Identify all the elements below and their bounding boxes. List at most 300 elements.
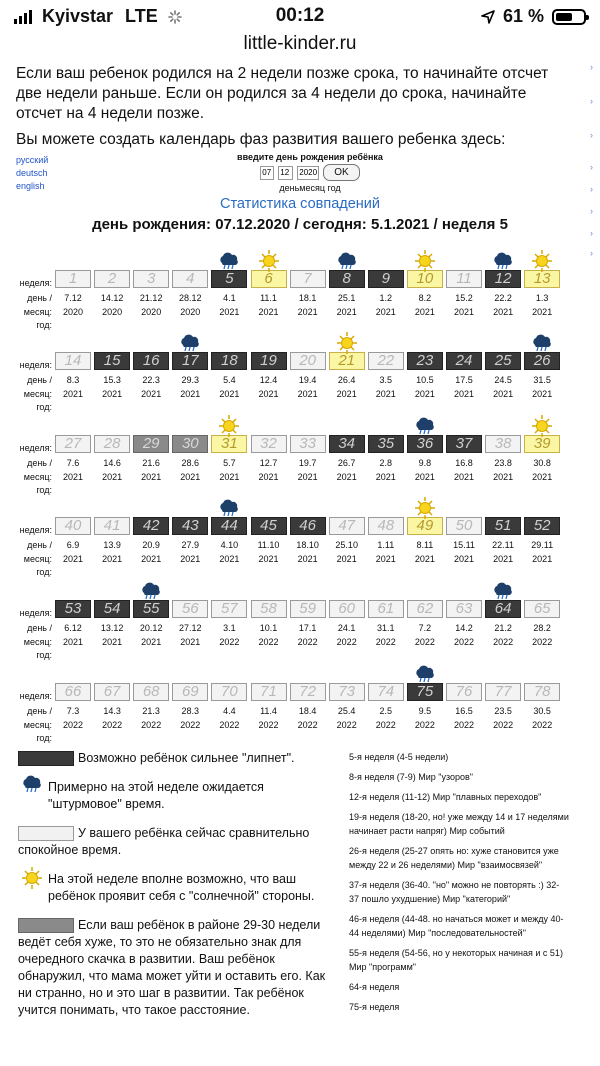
- week-year: 2021: [219, 307, 240, 317]
- row-label-day: день /: [27, 623, 52, 633]
- week-date: 2.5: [379, 706, 393, 716]
- row-label-year: год:: [36, 485, 52, 495]
- week-year: 2021: [62, 637, 84, 647]
- row-label-week: неделя:: [19, 525, 52, 535]
- week-year: 2021: [258, 472, 279, 482]
- week-year: 2021: [219, 472, 240, 482]
- legend-swatch-mid: [18, 918, 74, 933]
- week-date: 14.2: [455, 623, 473, 633]
- week-date: 6.9: [66, 540, 80, 550]
- week-cell[interactable]: 27: [55, 435, 91, 453]
- week-cell[interactable]: 1: [55, 270, 91, 288]
- row-label-week: неделя:: [19, 360, 52, 370]
- week-row: [0, 252, 580, 330]
- week-cell[interactable]: 3: [133, 270, 169, 288]
- week-year: 2022: [414, 637, 435, 647]
- week-cell[interactable]: 16: [133, 352, 169, 370]
- sun-icon: [530, 415, 554, 433]
- storm-cloud-icon: [217, 252, 241, 270]
- arrow-icon: ›: [590, 248, 593, 258]
- week-year: 2021: [141, 554, 162, 564]
- week-date: 4.10: [220, 540, 239, 550]
- legend-storm: [18, 779, 338, 813]
- week-date: 22.2: [494, 293, 512, 303]
- week-date: 17.5: [455, 375, 473, 385]
- week-cell[interactable]: 7: [290, 270, 326, 288]
- week-year: 2021: [297, 389, 318, 399]
- row-label-month: месяц:: [23, 554, 52, 564]
- legend: [18, 750, 338, 1031]
- legend-light-text: У вашего ребёнка сейчас сравнительно спокойное время.: [18, 826, 310, 857]
- week-date: 13.12: [100, 623, 124, 633]
- week-year: 2021: [532, 554, 553, 564]
- week-date: 8.11: [416, 540, 434, 550]
- week-date: 12.4: [259, 375, 278, 385]
- week-cell[interactable]: 71: [251, 683, 287, 701]
- week-cell[interactable]: 43: [172, 517, 208, 535]
- storm-cloud-icon: [20, 775, 44, 793]
- row-label-day: день /: [27, 293, 52, 303]
- week-date: 25.1: [337, 293, 356, 303]
- week-date: 10.5: [416, 375, 434, 385]
- week-cell[interactable]: 63: [446, 600, 482, 618]
- row-label-day: день /: [27, 540, 52, 550]
- arrow-icon: ›: [590, 162, 593, 172]
- week-row: [0, 665, 580, 743]
- week-date: 13.9: [103, 540, 121, 550]
- week-year: 2021: [453, 389, 475, 399]
- week-cell[interactable]: 14: [55, 352, 91, 370]
- week-date: 28.3: [181, 706, 200, 716]
- week-row: [0, 582, 580, 660]
- status-bar: [0, 0, 600, 34]
- intro-paragraph-1: Если ваш ребенок родился на 2 недели позже срока, то начинайте отсчет две недели раньше. Если он родился за 4 недели до срока, начинайте отсчет на 4 недели позже.: [16, 65, 549, 122]
- birthday-form: [200, 152, 420, 193]
- legend-sun: [18, 871, 338, 905]
- week-year: 2022: [297, 637, 318, 647]
- week-year: 2021: [180, 389, 201, 399]
- storm-cloud-icon: [413, 665, 437, 683]
- sun-icon: [217, 415, 241, 433]
- week-cell[interactable]: 25: [485, 352, 521, 370]
- week-cell[interactable]: 10: [407, 270, 443, 288]
- week-cell[interactable]: 19: [251, 352, 287, 370]
- week-date: 29.3: [181, 375, 200, 385]
- week-year: 2022: [453, 720, 475, 730]
- week-year: 2022: [493, 720, 514, 730]
- week-date: 5.7: [223, 458, 236, 468]
- week-cell[interactable]: 76: [446, 683, 482, 701]
- week-year: 2021: [453, 307, 475, 317]
- week-date: 25.4: [337, 706, 356, 716]
- note-item: 12-я неделя (11-12) Мир "плавных переходов": [349, 792, 542, 802]
- week-cell[interactable]: 15: [94, 352, 130, 370]
- week-date: 21.6: [142, 458, 160, 468]
- storm-cloud-icon: [217, 499, 241, 517]
- week-year: 2022: [219, 637, 240, 647]
- week-date: 20.12: [139, 623, 163, 633]
- week-date: 28.2: [533, 623, 551, 633]
- week-year: 2020: [180, 307, 201, 317]
- status-right: [481, 6, 586, 27]
- week-cell[interactable]: 75: [407, 683, 443, 701]
- week-date: 23.5: [494, 706, 512, 716]
- week-date: 18.4: [298, 706, 317, 716]
- legend-storm-text: Примерно на этой неделе ожидается "штурмовое" время.: [48, 780, 264, 811]
- week-cell[interactable]: 18: [211, 352, 247, 370]
- week-year: 2021: [102, 472, 123, 482]
- week-year: 2022: [493, 637, 514, 647]
- week-year: 2021: [532, 389, 553, 399]
- legend-mid-text: Если ваш ребёнок в районе 29-30 недели ведёт себя хуже, то это не обязательно знак для очередного скачка в развитии. Ваш ребёнок обнаружил, что мама может уйти и оставить его. Как ни странно, но и это шаг в развитии. Так ребёнок учится понимать, что такое расстояние.: [18, 918, 326, 1017]
- row-label-week: неделя:: [19, 278, 52, 288]
- network: LTE: [125, 6, 158, 26]
- week-cell[interactable]: 55: [133, 600, 169, 618]
- note-item: 5-я неделя (4-5 недели): [349, 752, 449, 762]
- week-year: 2021: [532, 472, 553, 482]
- week-cell[interactable]: 62: [407, 600, 443, 618]
- week-year: 2021: [219, 389, 240, 399]
- week-cell[interactable]: 72: [290, 683, 326, 701]
- week-cell[interactable]: 36: [407, 435, 443, 453]
- week-date: 21.3: [142, 706, 160, 716]
- week-year: 2022: [180, 720, 201, 730]
- week-year: 2021: [493, 307, 514, 317]
- week-cell[interactable]: 5: [211, 270, 247, 288]
- language-links: [16, 154, 48, 193]
- week-cell[interactable]: 30: [172, 435, 208, 453]
- week-date: 20.9: [142, 540, 160, 550]
- week-cell[interactable]: 37: [446, 435, 482, 453]
- week-date: 3.1: [223, 623, 236, 633]
- week-date: 31.1: [377, 623, 395, 633]
- week-year: 2021: [375, 472, 396, 482]
- week-cell[interactable]: 67: [94, 683, 130, 701]
- week-cell[interactable]: 46: [290, 517, 326, 535]
- week-cell[interactable]: 17: [172, 352, 208, 370]
- lang-link-german[interactable]: deutsch: [16, 168, 48, 178]
- week-date: 29.11: [531, 540, 554, 550]
- week-cell[interactable]: 20: [290, 352, 326, 370]
- week-date: 18.10: [296, 540, 319, 550]
- arrow-icon: ›: [590, 228, 593, 238]
- week-cell[interactable]: 68: [133, 683, 169, 701]
- week-date: 23.8: [494, 458, 512, 468]
- week-cell[interactable]: 11: [446, 270, 482, 288]
- week-cell[interactable]: 31: [211, 435, 247, 453]
- week-cell[interactable]: 69: [172, 683, 208, 701]
- week-cell[interactable]: 39: [524, 435, 560, 453]
- sun-icon: [257, 250, 281, 268]
- week-cell[interactable]: 64: [485, 600, 521, 618]
- storm-cloud-icon: [530, 334, 554, 352]
- week-year: 2022: [219, 720, 240, 730]
- week-cell[interactable]: 44: [211, 517, 247, 535]
- week-year: 2021: [493, 472, 514, 482]
- week-year: 2021: [62, 472, 84, 482]
- week-date: 8.3: [66, 375, 80, 385]
- week-cell[interactable]: 32: [251, 435, 287, 453]
- week-cell[interactable]: 6: [251, 270, 287, 288]
- week-year: 2021: [102, 389, 123, 399]
- week-date: 15.11: [453, 540, 475, 550]
- week-cell[interactable]: 70: [211, 683, 247, 701]
- week-cell[interactable]: 8: [329, 270, 365, 288]
- week-cell[interactable]: 50: [446, 517, 482, 535]
- week-year: 2022: [375, 637, 396, 647]
- row-label-month: месяц:: [23, 637, 52, 647]
- week-date: 15.2: [455, 293, 473, 303]
- week-year: 2021: [180, 554, 201, 564]
- row-label-month: месяц:: [23, 720, 52, 730]
- sun-icon: [335, 332, 359, 350]
- week-year: 2021: [532, 307, 553, 317]
- birthday-sublabel: деньмесяц год: [279, 183, 341, 193]
- week-date: 16.5: [455, 706, 473, 716]
- week-date: 9.8: [418, 458, 432, 468]
- week-date: 14.3: [103, 706, 121, 716]
- week-cell[interactable]: 65: [524, 600, 560, 618]
- week-date: 2.8: [379, 458, 393, 468]
- row-label-year: год:: [36, 650, 52, 660]
- week-year: 2021: [258, 389, 279, 399]
- week-date: 7.6: [66, 458, 80, 468]
- week-date: 25.10: [335, 540, 358, 550]
- week-year: 2021: [414, 307, 435, 317]
- week-year: 2022: [414, 720, 435, 730]
- week-cell[interactable]: 41: [94, 517, 130, 535]
- week-date: 18.1: [298, 293, 317, 303]
- row-label-year: год:: [36, 402, 52, 412]
- intro-text: [16, 64, 576, 156]
- day-input[interactable]: [260, 166, 274, 180]
- sun-icon: [413, 250, 437, 268]
- week-date: 7.12: [64, 293, 82, 303]
- week-year: 2021: [180, 472, 201, 482]
- note-item: 8-я неделя (7-9) Мир "узоров": [349, 772, 473, 782]
- week-year: 2021: [414, 554, 435, 564]
- legend-light: [18, 825, 338, 859]
- week-cell[interactable]: 52: [524, 517, 560, 535]
- week-cell[interactable]: 51: [485, 517, 521, 535]
- note-item: 26-я неделя (25-27 опять но: хуже становится уже между 22 и 26 неделями) Мир "взаимосвязей": [349, 846, 559, 870]
- week-cell[interactable]: 40: [55, 517, 91, 535]
- week-cell[interactable]: 9: [368, 270, 404, 288]
- week-cell[interactable]: 48: [368, 517, 404, 535]
- leap-notes: [349, 750, 569, 1020]
- week-date: 1.2: [379, 293, 393, 303]
- month-input[interactable]: [278, 166, 293, 180]
- week-cell[interactable]: 60: [329, 600, 365, 618]
- note-item: 46-я неделя (44-48. но начаться может и между 40-44 неделями) Мир "последовательностей": [349, 914, 564, 938]
- week-year: 2021: [493, 389, 514, 399]
- week-year: 2021: [453, 554, 475, 564]
- week-cell[interactable]: 74: [368, 683, 404, 701]
- week-year: 2020: [141, 307, 162, 317]
- week-cell[interactable]: 58: [251, 600, 287, 618]
- row-label-month: месяц:: [23, 472, 52, 482]
- week-cell[interactable]: 73: [329, 683, 365, 701]
- week-cell[interactable]: 24: [446, 352, 482, 370]
- week-year: 2022: [336, 637, 357, 647]
- week-cell[interactable]: 59: [290, 600, 326, 618]
- storm-cloud-icon: [413, 417, 437, 435]
- week-cell[interactable]: 57: [211, 600, 247, 618]
- week-cell[interactable]: 77: [485, 683, 521, 701]
- week-year: 2021: [62, 389, 84, 399]
- week-date: 31.5: [533, 375, 551, 385]
- week-date: 11.1: [260, 293, 277, 303]
- week-date: 17.1: [298, 623, 317, 633]
- week-cell[interactable]: 78: [524, 683, 560, 701]
- arrow-icon: ›: [590, 62, 593, 72]
- week-date: 30.8: [533, 458, 551, 468]
- week-cell[interactable]: 29: [133, 435, 169, 453]
- location-arrow-icon: [481, 10, 495, 24]
- week-cell[interactable]: 49: [407, 517, 443, 535]
- week-date: 24.5: [494, 375, 512, 385]
- week-year: 2021: [102, 637, 123, 647]
- storm-cloud-icon: [139, 582, 163, 600]
- week-year: 2021: [180, 637, 201, 647]
- sun-icon: [530, 250, 554, 268]
- week-date: 22.3: [142, 375, 160, 385]
- week-cell[interactable]: 42: [133, 517, 169, 535]
- week-cell[interactable]: 35: [368, 435, 404, 453]
- row-label-day: день /: [27, 375, 52, 385]
- week-date: 14.6: [103, 458, 121, 468]
- birthday-label: введите день рождения ребёнка: [237, 152, 383, 162]
- note-item: 37-я неделя (36-40. "но" можно не повторять :) 32-37 пошло ухудшение) Мир "категорий": [349, 880, 560, 904]
- week-cell[interactable]: 66: [55, 683, 91, 701]
- storm-cloud-icon: [335, 252, 359, 270]
- row-label-month: месяц:: [23, 307, 52, 317]
- week-date: 30.5: [533, 706, 551, 716]
- note-item: 64-я неделя: [349, 982, 400, 992]
- week-year: 2022: [453, 637, 475, 647]
- legend-mid: [18, 917, 338, 1019]
- week-year: 2022: [258, 637, 279, 647]
- week-year: 2021: [102, 554, 123, 564]
- week-year: 2022: [375, 720, 396, 730]
- week-year: 2021: [414, 389, 435, 399]
- battery-icon: [552, 9, 586, 25]
- week-year: 2022: [297, 720, 318, 730]
- week-date: 28.12: [179, 293, 202, 303]
- week-cell[interactable]: 53: [55, 600, 91, 618]
- sun-icon: [413, 497, 437, 515]
- week-date: 12.7: [259, 458, 278, 468]
- week-cell[interactable]: 21: [329, 352, 365, 370]
- week-date: 16.8: [455, 458, 473, 468]
- storm-cloud-icon: [491, 582, 515, 600]
- week-date: 9.5: [418, 706, 432, 716]
- week-date: 15.3: [103, 375, 121, 385]
- week-cell[interactable]: 12: [485, 270, 521, 288]
- row-label-year: год:: [36, 567, 52, 577]
- address-bar[interactable]: little-kinder.ru: [243, 33, 357, 54]
- week-year: 2021: [297, 554, 318, 564]
- week-cell[interactable]: 34: [329, 435, 365, 453]
- week-year: 2022: [532, 637, 553, 647]
- row-label-year: год:: [36, 733, 52, 743]
- week-cell[interactable]: 54: [94, 600, 130, 618]
- week-row: [0, 417, 580, 495]
- week-year: 2022: [62, 720, 84, 730]
- week-year: 2022: [336, 720, 357, 730]
- week-year: 2021: [141, 389, 162, 399]
- week-cell[interactable]: 23: [407, 352, 443, 370]
- legend-dark: [18, 750, 338, 767]
- week-date: 24.1: [337, 623, 356, 633]
- week-row: [0, 334, 580, 412]
- week-year: 2021: [336, 554, 357, 564]
- week-cell[interactable]: 26: [524, 352, 560, 370]
- week-year: 2021: [375, 307, 396, 317]
- week-date: 22.11: [492, 540, 515, 550]
- week-year: 2022: [258, 720, 279, 730]
- birth-info: день рождения: 07.12.2020 / сегодня: 5.1.2021 / неделя 5: [92, 216, 508, 233]
- week-date: 7.3: [66, 706, 80, 716]
- year-input[interactable]: [297, 166, 319, 180]
- week-date: 19.4: [298, 375, 317, 385]
- week-cell[interactable]: 61: [368, 600, 404, 618]
- note-item: 75-я неделя: [349, 1002, 400, 1012]
- week-cell[interactable]: 38: [485, 435, 521, 453]
- week-date: 26.4: [337, 375, 356, 385]
- week-cell[interactable]: 2: [94, 270, 130, 288]
- row-label-week: неделя:: [19, 608, 52, 618]
- week-year: 2020: [102, 307, 123, 317]
- week-cell[interactable]: 28: [94, 435, 130, 453]
- week-date: 14.12: [100, 293, 124, 303]
- week-year: 2021: [336, 472, 357, 482]
- clock: 00:12: [275, 5, 325, 26]
- week-date: 5.4: [223, 375, 236, 385]
- row-label-day: день /: [27, 458, 52, 468]
- week-cell[interactable]: 22: [368, 352, 404, 370]
- stats-link[interactable]: Статистика совпадений: [219, 196, 380, 212]
- note-item: 19-я неделя (18-20, но! уже между 14 и 17 неделями начинает расти напряг) Мир событий: [349, 812, 569, 836]
- week-date: 4.4: [223, 706, 236, 716]
- note-item: 55-я неделя (54-56, но у некоторых начиная и с 51) Мир "программ": [349, 948, 563, 972]
- week-year: 2021: [336, 389, 357, 399]
- week-date: 6.12: [64, 623, 82, 633]
- lang-link-english[interactable]: english: [16, 181, 45, 191]
- row-label-day: день /: [27, 706, 52, 716]
- week-cell[interactable]: 4: [172, 270, 208, 288]
- week-cell[interactable]: 45: [251, 517, 287, 535]
- week-year: 2021: [375, 554, 396, 564]
- week-cell[interactable]: 13: [524, 270, 560, 288]
- week-date: 8.2: [418, 293, 432, 303]
- storm-cloud-icon: [491, 252, 515, 270]
- ok-button[interactable]: OK: [323, 164, 359, 181]
- week-year: 2021: [219, 554, 240, 564]
- week-date: 28.6: [181, 458, 200, 468]
- week-year: 2021: [258, 554, 279, 564]
- week-date: 3.5: [379, 375, 393, 385]
- week-year: 2021: [62, 554, 84, 564]
- week-year: 2021: [336, 307, 357, 317]
- week-date: 27.9: [181, 540, 200, 550]
- week-cell[interactable]: 33: [290, 435, 326, 453]
- week-year: 2020: [62, 307, 84, 317]
- row-label-week: неделя:: [19, 443, 52, 453]
- week-cell[interactable]: 56: [172, 600, 208, 618]
- lang-link-russian[interactable]: русский: [16, 155, 49, 165]
- week-cell[interactable]: 47: [329, 517, 365, 535]
